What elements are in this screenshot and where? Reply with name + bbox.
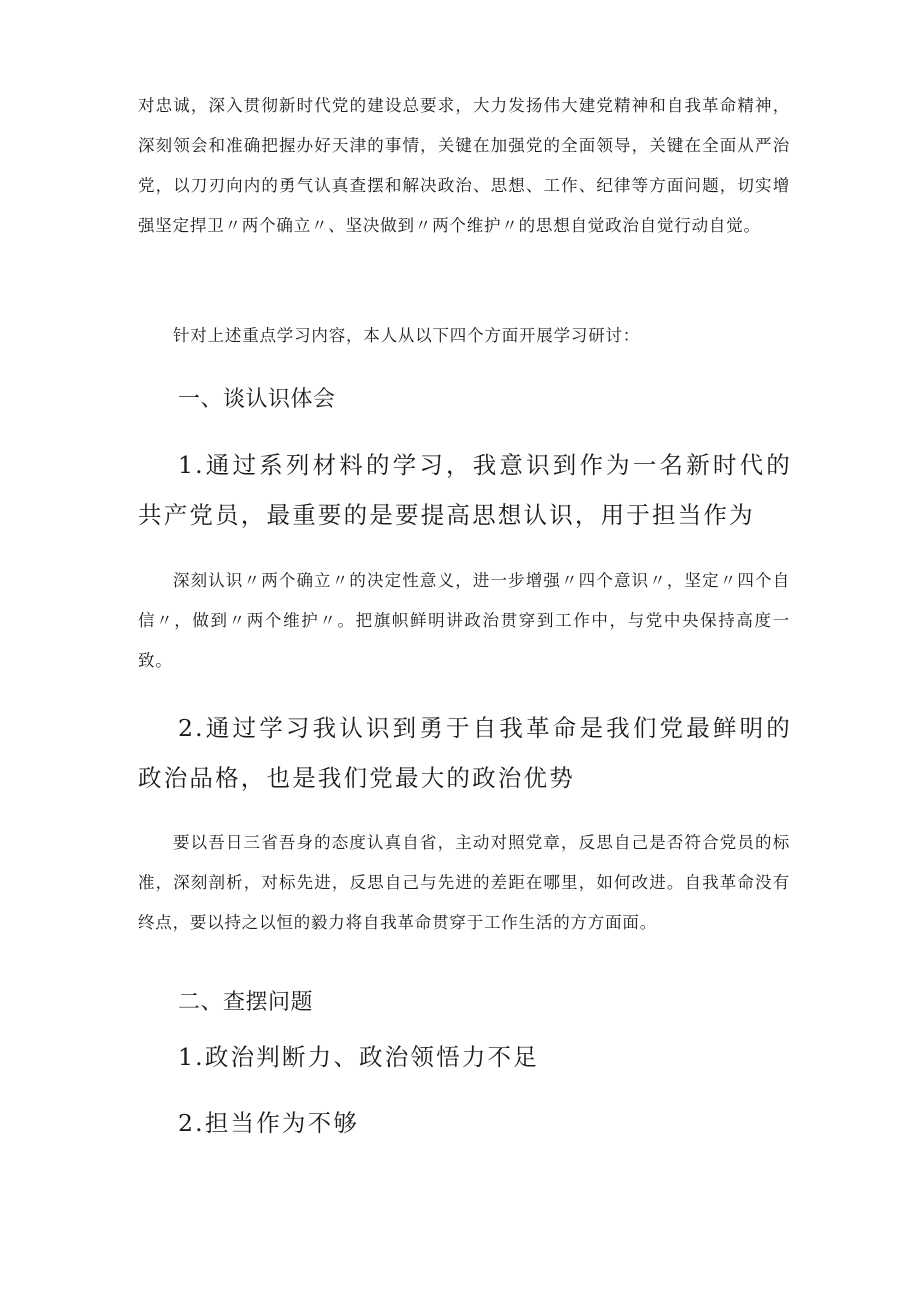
intro-paragraph: 对忠诚，深入贯彻新时代党的建设总要求，大力发扬伟大建党精神和自我革命精神，深刻领会和准确把握办好天津的事情，关键在加强党的全面领导，关键在全面从严治党，以刀刃向内的勇气认真查摆和解决政治、思想、工作、纪律等方面问题，切实增强坚定捍卫〃两个确立〃、坚决做到〃两个维护〃的思想自觉政治自觉行动自觉。 <box>138 96 790 235</box>
section-2-item-2: 2.担当作为不够 <box>178 1109 360 1137</box>
section-2-item-1: 1.政治判断力、政治领悟力不足 <box>178 1043 539 1071</box>
section-2-title: 二、查摆问题 <box>178 990 314 1015</box>
section-1-point-1-body: 深刻认识〃两个确立〃的决定性意义，进一步增强〃四个意识〃，坚定〃四个自信〃，做到〃两个维护〃。把旗帜鲜明讲政治贯穿到工作中，与党中央保持高度一致。 <box>138 571 790 670</box>
lead-paragraph: 针对上述重点学习内容，本人从以下四个方面开展学习研讨： <box>173 326 641 345</box>
section-1-title: 一、谈认识体会 <box>178 387 336 412</box>
section-1-point-2-body: 要以吾日三省吾身的态度认真自省，主动对照党章，反思自己是否符合党员的标准，深刻剖析，对标先进，反思自己与先进的差距在哪里，如何改进。自我革命没有终点，要以持之以恒的毅力将自我革命贯穿于工作生活的方方面面。 <box>138 833 790 932</box>
section-1-point-1-heading: 1.通过系列材料的学习，我意识到作为一名新时代的共产党员，最重要的是要提高思想认识，用于担当作为 <box>138 451 792 529</box>
section-1-point-2-heading: 2.通过学习我认识到勇于自我革命是我们党最鲜明的政治品格，也是我们党最大的政治优势 <box>138 714 792 792</box>
